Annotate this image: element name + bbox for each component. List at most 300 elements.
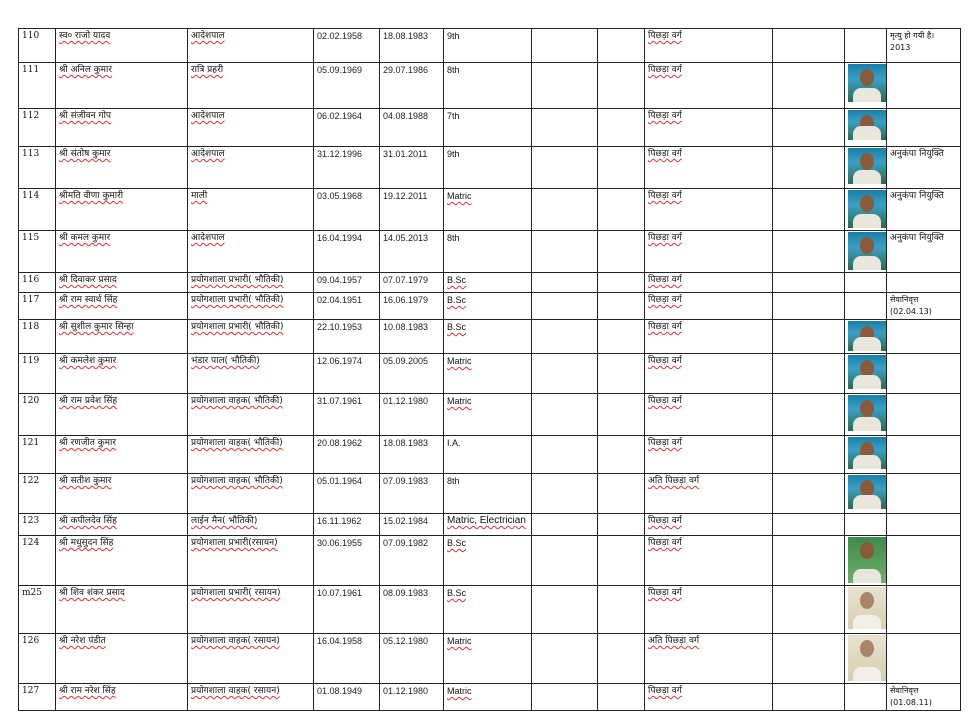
- name-cell: [56, 436, 188, 474]
- qualification-cell: [444, 293, 532, 320]
- category-cell: [645, 536, 773, 586]
- birth-date-cell: 31.12.1996: [314, 147, 380, 189]
- table-row: [19, 147, 961, 189]
- category-cell-text: पिछड़ा वर्ग: [648, 438, 682, 448]
- name-cell-text: श्री राम नरेश सिंह: [59, 686, 116, 696]
- name-cell: [56, 354, 188, 394]
- empty-cell: [773, 273, 845, 293]
- category-cell-text: पिछड़ा वर्ग: [648, 356, 682, 366]
- empty-cell: [532, 273, 598, 293]
- qualification-cell-text: B.Sc: [447, 538, 467, 548]
- person-photo: [848, 64, 886, 102]
- serial-number-cell: 110: [19, 29, 56, 63]
- birth-date-cell: 03.05.1968: [314, 189, 380, 231]
- joining-date-cell: 15.02.1984: [380, 514, 444, 536]
- post-cell-text: आदेशपाल: [191, 233, 225, 243]
- empty-cell: [532, 354, 598, 394]
- category-cell: [645, 354, 773, 394]
- empty-cell: [598, 684, 645, 711]
- person-photo: [848, 437, 886, 469]
- category-cell: [645, 231, 773, 273]
- category-cell: [645, 29, 773, 63]
- qualification-cell: [444, 474, 532, 514]
- qualification-cell: [444, 684, 532, 711]
- category-cell-text: पिछड़ा वर्ग: [648, 686, 682, 696]
- empty-cell: [773, 474, 845, 514]
- remark-cell: [887, 634, 961, 684]
- empty-cell: [773, 586, 845, 634]
- remark-cell: [887, 514, 961, 536]
- remark-cell: [887, 586, 961, 634]
- category-cell: [645, 273, 773, 293]
- photo-cell: [845, 436, 887, 474]
- joining-date-cell: 01.12.1980: [380, 394, 444, 436]
- empty-cell: [532, 189, 598, 231]
- category-cell-text: पिछड़ा वर्ग: [648, 275, 682, 285]
- empty-cell: [598, 536, 645, 586]
- qualification-cell: [444, 586, 532, 634]
- joining-date-cell: 18.08.1983: [380, 29, 444, 63]
- birth-date-cell: 09.04.1957: [314, 273, 380, 293]
- empty-cell: [532, 474, 598, 514]
- empty-cell: [773, 684, 845, 711]
- empty-cell: [598, 293, 645, 320]
- person-photo: [848, 475, 886, 509]
- table-row: [19, 231, 961, 273]
- remark-cell: [887, 436, 961, 474]
- table-row: [19, 634, 961, 684]
- serial-number-cell: 124: [19, 536, 56, 586]
- serial-number-cell: 121: [19, 436, 56, 474]
- post-cell: [188, 474, 314, 514]
- remark-cell: सेवानिवृत्त (01.08.11): [887, 684, 961, 711]
- empty-cell: [773, 536, 845, 586]
- name-cell: [56, 394, 188, 436]
- category-cell-text: पिछड़ा वर्ग: [648, 65, 682, 75]
- post-cell-text: आदेशपाल: [191, 149, 225, 159]
- person-photo: [848, 148, 886, 184]
- post-cell-text: भंडार पाल( भौतिकी): [191, 356, 260, 366]
- serial-number-cell: 118: [19, 320, 56, 354]
- remark-cell: [887, 536, 961, 586]
- empty-cell: [532, 231, 598, 273]
- table-row: [19, 273, 961, 293]
- name-cell: [56, 634, 188, 684]
- name-cell: [56, 586, 188, 634]
- post-cell-text: प्रयोगशाला प्रभारी( भौतिकी): [191, 275, 284, 285]
- name-cell-text: श्री सतीश कुमार: [59, 476, 112, 486]
- name-cell: [56, 536, 188, 586]
- post-cell: [188, 684, 314, 711]
- serial-number-cell: 116: [19, 273, 56, 293]
- category-cell: [645, 684, 773, 711]
- qualification-cell: [444, 109, 532, 147]
- qualification-cell: [444, 320, 532, 354]
- serial-number-cell: 123: [19, 514, 56, 536]
- photo-cell: [845, 474, 887, 514]
- qualification-cell: [444, 189, 532, 231]
- serial-number-cell: 122: [19, 474, 56, 514]
- name-cell-text: श्रीमति वीणा कुमारी: [59, 191, 124, 201]
- name-cell: [56, 474, 188, 514]
- joining-date-cell: 07.09.1982: [380, 536, 444, 586]
- post-cell: [188, 147, 314, 189]
- empty-cell: [598, 273, 645, 293]
- post-cell-text: प्रयोगशाला वाहक( रसायन): [191, 636, 280, 646]
- category-cell-text: पिछड़ा वर्ग: [648, 149, 682, 159]
- qualification-cell: [444, 147, 532, 189]
- birth-date-cell: 12.06.1974: [314, 354, 380, 394]
- empty-cell: [532, 320, 598, 354]
- qualification-cell: [444, 63, 532, 109]
- joining-date-cell: 14.05.2013: [380, 231, 444, 273]
- qualification-cell: [444, 29, 532, 63]
- joining-date-cell: 05.12.1980: [380, 634, 444, 684]
- person-photo: [848, 635, 886, 681]
- name-cell-text: स्व० राजो यादव: [59, 31, 111, 41]
- photo-cell: [845, 354, 887, 394]
- empty-cell: [773, 29, 845, 63]
- post-cell: [188, 273, 314, 293]
- empty-cell: [532, 586, 598, 634]
- name-cell-text: श्री अनिल कुमार: [59, 65, 113, 75]
- empty-cell: [598, 147, 645, 189]
- person-photo: [848, 190, 886, 228]
- qualification-cell-text: B.Sc: [447, 588, 467, 598]
- joining-date-cell: 07.07.1979: [380, 273, 444, 293]
- remark-cell: [887, 394, 961, 436]
- qualification-cell-text: 9th: [447, 31, 460, 41]
- remark-cell: अनुकंपा नियुक्ति: [887, 147, 961, 189]
- qualification-cell-text: Matric: [447, 356, 472, 366]
- post-cell-text: आदेशपाल: [191, 31, 225, 41]
- empty-cell: [598, 634, 645, 684]
- table-row: [19, 474, 961, 514]
- photo-cell: [845, 394, 887, 436]
- qualification-cell-text: 8th: [447, 233, 460, 243]
- empty-cell: [773, 231, 845, 273]
- category-cell: [645, 109, 773, 147]
- name-cell-text: श्री कमलेश कुमार: [59, 356, 117, 366]
- serial-number-cell: 114: [19, 189, 56, 231]
- qualification-cell: [444, 394, 532, 436]
- empty-cell: [773, 147, 845, 189]
- remark-cell: सेवानिवृत्त (02.04.13): [887, 293, 961, 320]
- qualification-cell-text: Matric, Electrician: [447, 515, 526, 526]
- post-cell: [188, 514, 314, 536]
- birth-date-cell: 10.07.1961: [314, 586, 380, 634]
- birth-date-cell: 05.01.1964: [314, 474, 380, 514]
- joining-date-cell: 29.07.1986: [380, 63, 444, 109]
- name-cell: [56, 147, 188, 189]
- qualification-cell-text: Matric: [447, 191, 472, 201]
- remark-cell: [887, 63, 961, 109]
- table-row: [19, 293, 961, 320]
- post-cell: [188, 293, 314, 320]
- post-cell-text: प्रयोगशाला प्रभारी( भौतिकी): [191, 322, 284, 332]
- name-cell-text: श्री दिवाकर प्रसाद: [59, 275, 117, 285]
- birth-date-cell: 16.11.1962: [314, 514, 380, 536]
- joining-date-cell: 16.06.1979: [380, 293, 444, 320]
- empty-cell: [598, 109, 645, 147]
- remark-cell: [887, 109, 961, 147]
- category-cell-text: पिछड़ा वर्ग: [648, 396, 682, 406]
- post-cell: [188, 29, 314, 63]
- name-cell-text: श्री संजीवन गोप: [59, 111, 112, 121]
- serial-number-cell: 127: [19, 684, 56, 711]
- table-row: [19, 394, 961, 436]
- empty-cell: [598, 63, 645, 109]
- birth-date-cell: 20.08.1962: [314, 436, 380, 474]
- joining-date-cell: 07.09.1983: [380, 474, 444, 514]
- empty-cell: [773, 320, 845, 354]
- category-cell-text: पिछड़ा वर्ग: [648, 111, 682, 121]
- category-cell-text: पिछड़ा वर्ग: [648, 295, 682, 305]
- category-cell: [645, 147, 773, 189]
- serial-number-cell: 113: [19, 147, 56, 189]
- category-cell-text: पिछड़ा वर्ग: [648, 322, 682, 332]
- table-row: [19, 684, 961, 711]
- empty-cell: [532, 109, 598, 147]
- qualification-cell-text: 7th: [447, 111, 460, 121]
- table-row: [19, 109, 961, 147]
- table-row: [19, 436, 961, 474]
- name-cell: [56, 320, 188, 354]
- birth-date-cell: 05.09.1969: [314, 63, 380, 109]
- post-cell: [188, 354, 314, 394]
- empty-cell: [532, 147, 598, 189]
- qualification-cell: [444, 514, 532, 536]
- remark-cell: [887, 474, 961, 514]
- joining-date-cell: 05.09.2005: [380, 354, 444, 394]
- post-cell-text: माली: [191, 191, 208, 201]
- name-cell-text: श्री मधुसुदन सिंह: [59, 538, 114, 548]
- empty-cell: [773, 514, 845, 536]
- birth-date-cell: 06.02.1964: [314, 109, 380, 147]
- category-cell-text: पिछड़ा वर्ग: [648, 233, 682, 243]
- empty-cell: [532, 293, 598, 320]
- serial-number-cell: 120: [19, 394, 56, 436]
- photo-cell: [845, 29, 887, 63]
- post-cell-text: प्रयोगशाला वाहक( भौतिकी): [191, 438, 283, 448]
- category-cell-text: पिछड़ा वर्ग: [648, 516, 682, 526]
- name-cell: [56, 231, 188, 273]
- empty-cell: [773, 109, 845, 147]
- post-cell-text: लाईन मैन( भौतिकी): [191, 516, 258, 526]
- joining-date-cell: 08.09.1983: [380, 586, 444, 634]
- serial-number-cell: 112: [19, 109, 56, 147]
- qualification-cell-text: Matric: [447, 636, 472, 646]
- table-row: [19, 354, 961, 394]
- serial-number-cell: 115: [19, 231, 56, 273]
- name-cell: [56, 293, 188, 320]
- joining-date-cell: 31.01.2011: [380, 147, 444, 189]
- category-cell: [645, 63, 773, 109]
- post-cell: [188, 634, 314, 684]
- name-cell: [56, 29, 188, 63]
- person-photo: [848, 110, 886, 140]
- post-cell: [188, 109, 314, 147]
- roster-body: [19, 29, 961, 711]
- post-cell-text: प्रयोगशाला प्रभारी( भौतिकी): [191, 295, 284, 305]
- category-cell-text: अति पिछड़ा वर्ग: [648, 476, 700, 486]
- category-cell: [645, 394, 773, 436]
- name-cell-text: श्री राम प्रवेश सिंह: [59, 396, 118, 406]
- photo-cell: [845, 293, 887, 320]
- person-photo: [848, 587, 886, 629]
- empty-cell: [598, 320, 645, 354]
- category-cell: [645, 189, 773, 231]
- table-row: [19, 189, 961, 231]
- category-cell-text: पिछड़ा वर्ग: [648, 538, 682, 548]
- category-cell-text: पिछड़ा वर्ग: [648, 588, 682, 598]
- staff-roster-table: [18, 28, 961, 711]
- joining-date-cell: 10.08.1983: [380, 320, 444, 354]
- serial-number-cell: 117: [19, 293, 56, 320]
- empty-cell: [532, 684, 598, 711]
- empty-cell: [773, 63, 845, 109]
- qualification-cell-text: 8th: [447, 65, 460, 75]
- qualification-cell: [444, 231, 532, 273]
- name-cell-text: श्री कपीलदेव सिंह: [59, 516, 117, 526]
- post-cell-text: प्रयोगशाला वाहक( रसायन): [191, 686, 280, 696]
- birth-date-cell: 01.08.1949: [314, 684, 380, 711]
- qualification-cell-text: Matric: [447, 686, 472, 696]
- photo-cell: [845, 273, 887, 293]
- qualification-cell-text: B.Sc: [447, 275, 467, 285]
- empty-cell: [598, 436, 645, 474]
- birth-date-cell: 16.04.1994: [314, 231, 380, 273]
- category-cell: [645, 320, 773, 354]
- table-row: [19, 63, 961, 109]
- post-cell-text: प्रयोगशाला प्रभारी(रसायन): [191, 538, 278, 548]
- category-cell: [645, 293, 773, 320]
- photo-cell: [845, 684, 887, 711]
- empty-cell: [532, 394, 598, 436]
- photo-cell: [845, 514, 887, 536]
- post-cell-text: आदेशपाल: [191, 111, 225, 121]
- empty-cell: [773, 354, 845, 394]
- photo-cell: [845, 147, 887, 189]
- category-cell: [645, 586, 773, 634]
- birth-date-cell: 31.07.1961: [314, 394, 380, 436]
- post-cell: [188, 586, 314, 634]
- photo-cell: [845, 634, 887, 684]
- name-cell-text: श्री शिव शंकर प्रसाद: [59, 588, 125, 598]
- person-photo: [848, 355, 886, 389]
- photo-cell: [845, 63, 887, 109]
- birth-date-cell: 30.06.1955: [314, 536, 380, 586]
- qualification-cell-text: B.Sc: [447, 322, 467, 332]
- post-cell: [188, 63, 314, 109]
- category-cell: [645, 514, 773, 536]
- name-cell: [56, 514, 188, 536]
- table-row: [19, 514, 961, 536]
- qualification-cell-text: 9th: [447, 149, 460, 159]
- serial-number-cell: 111: [19, 63, 56, 109]
- empty-cell: [598, 474, 645, 514]
- qualification-cell: [444, 273, 532, 293]
- qualification-cell: [444, 536, 532, 586]
- serial-number-cell: m25: [19, 586, 56, 634]
- serial-number-cell: 119: [19, 354, 56, 394]
- empty-cell: [532, 634, 598, 684]
- birth-date-cell: 22.10.1953: [314, 320, 380, 354]
- empty-cell: [532, 436, 598, 474]
- table-row: [19, 320, 961, 354]
- qualification-cell-text: I.A.: [447, 438, 461, 448]
- name-cell: [56, 189, 188, 231]
- empty-cell: [773, 436, 845, 474]
- empty-cell: [532, 536, 598, 586]
- name-cell-text: श्री कमल कुमार: [59, 233, 111, 243]
- category-cell-text: पिछड़ा वर्ग: [648, 31, 682, 41]
- category-cell-text: पिछड़ा वर्ग: [648, 191, 682, 201]
- category-cell: [645, 436, 773, 474]
- empty-cell: [773, 634, 845, 684]
- empty-cell: [598, 29, 645, 63]
- empty-cell: [598, 586, 645, 634]
- remark-cell: अनुकंपा नियुक्ति: [887, 189, 961, 231]
- empty-cell: [598, 394, 645, 436]
- post-cell: [188, 536, 314, 586]
- category-cell: [645, 634, 773, 684]
- post-cell: [188, 436, 314, 474]
- photo-cell: [845, 536, 887, 586]
- birth-date-cell: 02.02.1958: [314, 29, 380, 63]
- qualification-cell-text: 8th: [447, 476, 460, 486]
- category-cell-text: अति पिछड़ा वर्ग: [648, 636, 700, 646]
- serial-number-cell: 126: [19, 634, 56, 684]
- qualification-cell: [444, 634, 532, 684]
- qualification-cell-text: B.Sc: [447, 295, 467, 305]
- person-photo: [848, 395, 886, 431]
- remark-cell: [887, 273, 961, 293]
- photo-cell: [845, 320, 887, 354]
- post-cell: [188, 231, 314, 273]
- empty-cell: [598, 231, 645, 273]
- joining-date-cell: 04.08.1988: [380, 109, 444, 147]
- name-cell: [56, 109, 188, 147]
- joining-date-cell: 18.08.1983: [380, 436, 444, 474]
- post-cell: [188, 189, 314, 231]
- table-row: [19, 586, 961, 634]
- post-cell-text: रात्रि प्रहरी: [191, 65, 224, 75]
- name-cell-text: श्री संतोष कुमार: [59, 149, 111, 159]
- birth-date-cell: 02.04.1951: [314, 293, 380, 320]
- name-cell: [56, 684, 188, 711]
- post-cell: [188, 320, 314, 354]
- photo-cell: [845, 189, 887, 231]
- joining-date-cell: 19.12.2011: [380, 189, 444, 231]
- person-photo: [848, 321, 886, 351]
- empty-cell: [532, 514, 598, 536]
- empty-cell: [773, 394, 845, 436]
- table-row: [19, 29, 961, 63]
- qualification-cell: [444, 354, 532, 394]
- photo-cell: [845, 109, 887, 147]
- category-cell: [645, 474, 773, 514]
- birth-date-cell: 16.04.1958: [314, 634, 380, 684]
- name-cell-text: श्री सुशील कुमार सिन्हा: [59, 322, 134, 332]
- joining-date-cell: 01.12.1980: [380, 684, 444, 711]
- name-cell-text: श्री रणजीत कुमार: [59, 438, 117, 448]
- table-row: [19, 536, 961, 586]
- empty-cell: [532, 63, 598, 109]
- post-cell-text: प्रयोगशाला प्रभारी( रसायन): [191, 588, 281, 598]
- name-cell-text: श्री नरेश पंडीत: [59, 636, 106, 646]
- remark-cell: [887, 320, 961, 354]
